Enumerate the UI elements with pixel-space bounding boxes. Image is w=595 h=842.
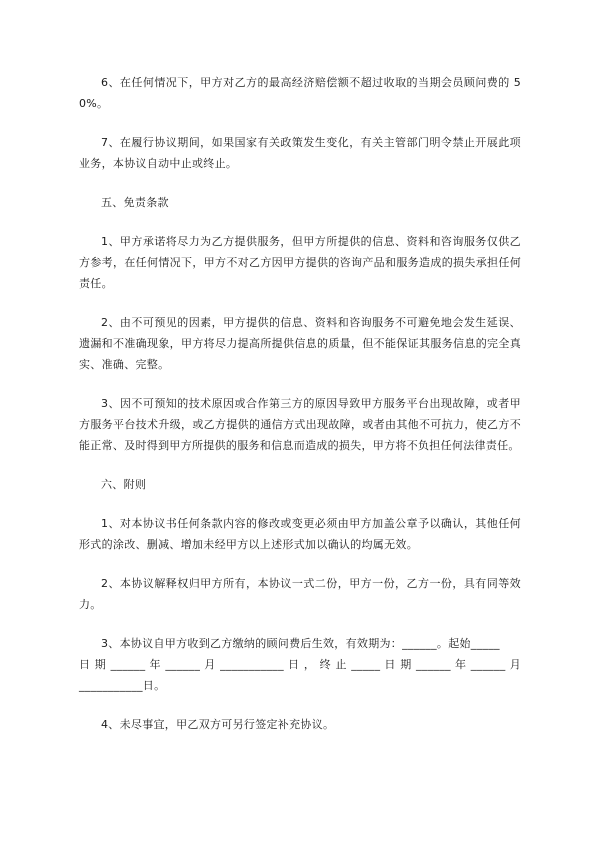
section-heading-supplementary: 六、附则 [101, 478, 147, 491]
supplementary-clause-3 [79, 633, 521, 696]
document-page [79, 72, 521, 753]
section-heading-exemption: 五、免责条款 [101, 196, 169, 209]
clause-7: 7、在履行协议期间，如果国家有关政策发生变化，有关主管部门明令禁止开展此项业务，本协议自动中止或终止。 [79, 136, 521, 170]
effective-line-2: 日 期 ______ 年 ______ 月 ___________ 日 ， 终 止 _____ 日 期 ______ 年 ______ 月 [79, 658, 521, 671]
effective-line-3: ___________日。 [79, 679, 166, 692]
effective-line-1: 3、本协议自甲方收到乙方缴纳的顾问费后生效，有效期为：______。起始_____ [101, 637, 500, 650]
clause-6: 6、在任何情况下，甲方对乙方的最高经济赔偿额不超过收取的当期会员顾问费的 50%。 [79, 76, 521, 110]
supplementary-clause-4: 4、未尽事宜，甲乙双方可另行签定补充协议。 [101, 718, 335, 731]
exemption-clause-2: 2、由不可预见的因素，甲方提供的信息、资料和咨询服务不可避免地会发生延误、遗漏和不准确现象，甲方将尽力提高所提供信息的质量，但不能保证其服务信息的完全真实、准确、完整。 [79, 316, 521, 371]
exemption-clause-3: 3、因不可预知的技术原因或合作第三方的原因导致甲方服务平台出现故障，或者甲方服务平台技术升级，或乙方提供的通信方式出现故障，或者由其他不可抗力，使乙方不能正常、及时得到甲方所提供的服务和信息而造成的损失，甲方将不负担任何法律责任。 [79, 397, 521, 452]
supplementary-clause-1: 1、对本协议书任何条款内容的修改或变更必须由甲方加盖公章予以确认，其他任何形式的涂改、删减、增加未经甲方以上述形式加以确认的均属无效。 [79, 517, 521, 551]
supplementary-clause-2: 2、本协议解释权归甲方所有，本协议一式二份，甲方一份，乙方一份，具有同等效力。 [79, 577, 521, 611]
exemption-clause-1: 1、甲方承诺将尽力为乙方提供服务，但甲方所提供的信息、资料和咨询服务仅供乙方参考，在任何情况下，甲方不对乙方因甲方提供的咨询产品和服务造成的损失承担任何责任。 [79, 235, 521, 290]
